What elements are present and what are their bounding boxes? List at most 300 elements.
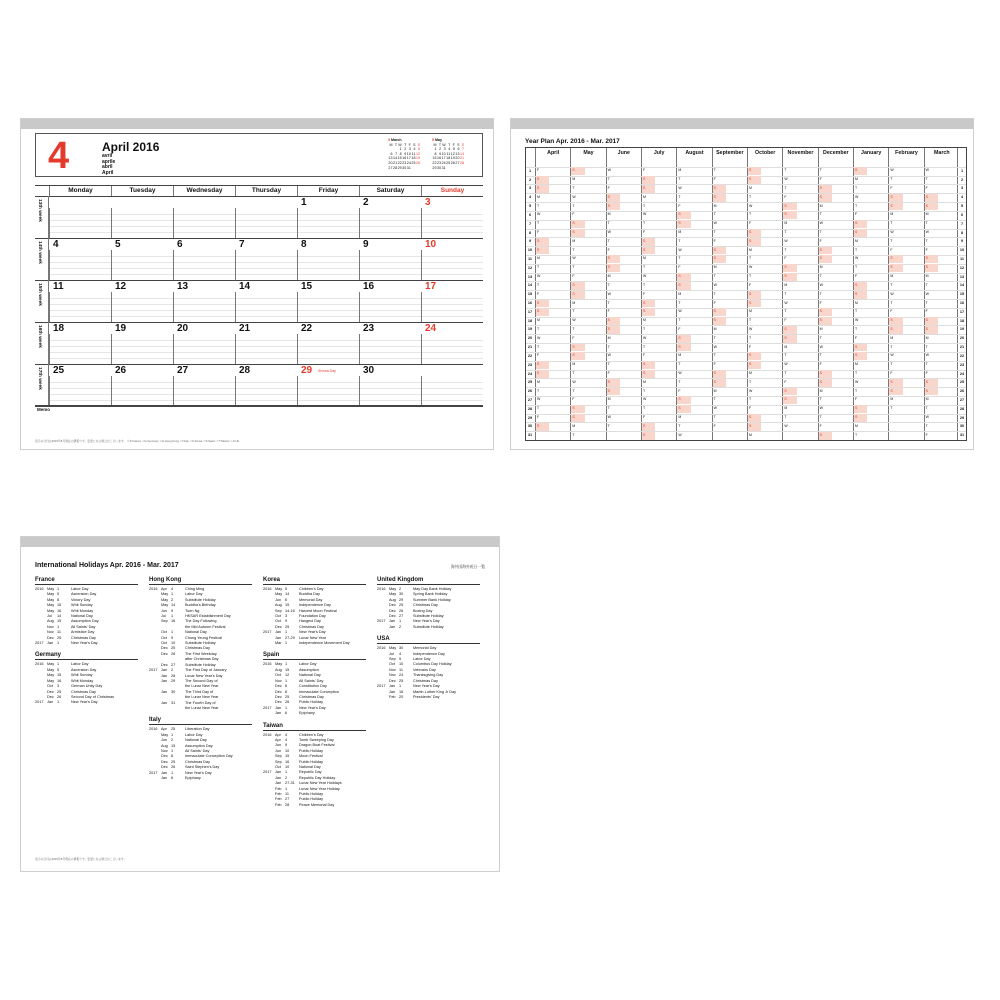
day-cell[interactable]: S — [783, 264, 796, 272]
day-cell[interactable]: S — [713, 194, 726, 202]
day-cell[interactable]: M — [537, 379, 540, 384]
day-cell[interactable]: T — [607, 300, 610, 305]
day-cell[interactable]: M — [925, 274, 929, 279]
day-cell[interactable] — [49, 365, 111, 406]
day-cell[interactable]: W — [607, 168, 611, 173]
day-cell[interactable]: M — [678, 168, 682, 173]
day-cell[interactable]: T — [890, 362, 893, 367]
day-cell[interactable]: S — [642, 423, 655, 431]
day-cell[interactable]: F — [784, 194, 787, 199]
day-cell[interactable]: M — [713, 203, 717, 208]
day-cell[interactable]: S — [607, 255, 620, 263]
day-cell[interactable]: T — [749, 397, 752, 402]
day-cell[interactable]: W — [713, 221, 717, 226]
day-cell[interactable]: S — [889, 317, 902, 325]
day-cell[interactable]: F — [925, 432, 928, 437]
day-cell[interactable]: T — [643, 221, 646, 226]
day-cell[interactable]: W — [572, 194, 576, 199]
day-cell[interactable]: F — [749, 406, 752, 411]
day-cell[interactable]: S — [925, 264, 938, 272]
day-cell[interactable]: S — [713, 185, 726, 193]
day-cell[interactable] — [359, 365, 421, 406]
day-cell[interactable] — [297, 323, 359, 364]
day-cell[interactable]: T — [537, 326, 540, 331]
day-cell[interactable]: T — [713, 291, 716, 296]
day-cell[interactable]: W — [784, 238, 788, 243]
day-cell[interactable]: S — [677, 282, 690, 290]
day-cell[interactable]: F — [607, 185, 610, 190]
day-cell[interactable]: W — [572, 318, 576, 323]
day-cell[interactable]: M — [925, 212, 929, 217]
day-cell[interactable]: F — [819, 177, 822, 182]
day-cell[interactable]: W — [537, 212, 541, 217]
day-cell[interactable]: T — [784, 247, 787, 252]
day-cell[interactable]: S — [536, 300, 549, 308]
day-cell[interactable]: S — [819, 432, 832, 440]
day-cell[interactable] — [421, 197, 483, 238]
day-cell[interactable]: W — [537, 397, 541, 402]
day-cell[interactable]: W — [643, 335, 647, 340]
day-cell[interactable]: F — [819, 238, 822, 243]
day-cell[interactable]: S — [642, 185, 655, 193]
day-cell[interactable]: W — [643, 212, 647, 217]
day-cell[interactable]: T — [819, 212, 822, 217]
day-cell[interactable]: T — [890, 221, 893, 226]
day-cell[interactable] — [173, 239, 235, 280]
day-cell[interactable]: W — [749, 203, 753, 208]
day-cell[interactable]: W — [925, 415, 929, 420]
day-cell[interactable]: W — [925, 353, 929, 358]
day-cell[interactable]: M — [749, 309, 752, 314]
day-cell[interactable]: T — [890, 406, 893, 411]
day-cell[interactable]: F — [537, 230, 540, 234]
day-cell[interactable]: M — [784, 406, 788, 411]
day-cell[interactable]: M — [749, 185, 752, 190]
day-cell[interactable]: M — [890, 212, 894, 217]
day-cell[interactable]: T — [749, 379, 752, 384]
day-cell[interactable]: S — [889, 203, 902, 211]
day-cell[interactable]: W — [925, 230, 929, 234]
day-cell[interactable]: W — [572, 379, 576, 384]
day-cell[interactable] — [297, 365, 359, 406]
day-cell[interactable]: M — [890, 274, 894, 279]
day-cell[interactable]: F — [607, 371, 610, 375]
day-cell[interactable]: T — [890, 344, 893, 349]
day-cell[interactable]: W — [537, 274, 541, 279]
day-cell[interactable]: M — [572, 423, 576, 428]
day-cell[interactable] — [111, 365, 173, 406]
day-cell[interactable]: T — [572, 309, 575, 314]
day-cell[interactable]: F — [607, 247, 610, 252]
day-cell[interactable] — [297, 239, 359, 280]
day-cell[interactable]: W — [678, 432, 682, 437]
day-cell[interactable]: S — [889, 388, 902, 396]
day-cell[interactable]: M — [607, 212, 611, 217]
day-cell[interactable]: F — [572, 274, 575, 279]
day-cell[interactable]: S — [713, 317, 726, 325]
day-cell[interactable]: S — [571, 352, 584, 360]
day-cell[interactable]: S — [748, 167, 761, 175]
day-cell[interactable]: S — [889, 379, 902, 387]
day-cell[interactable]: S — [783, 326, 796, 334]
day-cell[interactable]: S — [889, 255, 902, 263]
day-cell[interactable]: T — [925, 300, 928, 305]
day-cell[interactable] — [111, 239, 173, 280]
day-cell[interactable]: T — [784, 415, 787, 420]
day-cell[interactable]: M — [890, 397, 894, 402]
day-cell[interactable]: T — [537, 282, 540, 287]
day-cell[interactable]: F — [890, 185, 893, 190]
day-cell[interactable]: M — [572, 238, 576, 243]
day-cell[interactable]: S — [819, 379, 832, 387]
day-cell[interactable] — [359, 197, 421, 238]
day-cell[interactable]: S — [536, 176, 549, 184]
day-cell[interactable]: F — [819, 362, 822, 367]
day-cell[interactable]: M — [572, 362, 576, 367]
day-cell[interactable]: F — [713, 300, 716, 305]
day-cell[interactable]: T — [713, 168, 716, 173]
day-cell[interactable]: S — [642, 361, 655, 369]
day-cell[interactable]: W — [537, 335, 541, 340]
day-cell[interactable]: T — [925, 344, 928, 349]
day-cell[interactable] — [235, 208, 297, 238]
day-cell[interactable]: W — [855, 379, 859, 384]
day-cell[interactable]: T — [678, 194, 681, 199]
day-cell[interactable]: T — [607, 423, 610, 428]
memo-area[interactable] — [35, 405, 483, 438]
day-cell[interactable]: T — [784, 353, 787, 358]
day-cell[interactable]: T — [537, 265, 540, 270]
day-cell[interactable]: T — [537, 388, 540, 393]
day-cell[interactable]: S — [783, 388, 796, 396]
day-cell[interactable]: S — [783, 335, 796, 343]
day-cell[interactable]: T — [784, 230, 787, 234]
day-cell[interactable]: T — [925, 362, 928, 367]
day-cell[interactable] — [235, 365, 297, 406]
day-cell[interactable]: F — [819, 300, 822, 305]
day-cell[interactable]: S — [819, 247, 832, 255]
day-cell[interactable] — [111, 281, 173, 322]
day-cell[interactable]: T — [643, 265, 646, 270]
day-cell[interactable]: T — [925, 282, 928, 287]
day-cell[interactable]: T — [572, 432, 575, 437]
day-cell[interactable] — [111, 208, 173, 238]
day-cell[interactable]: W — [855, 318, 859, 323]
day-cell[interactable]: T — [855, 265, 858, 270]
day-cell[interactable]: T — [749, 212, 752, 217]
day-cell[interactable]: T — [537, 221, 540, 226]
day-cell[interactable]: T — [713, 353, 716, 358]
day-cell[interactable]: T — [890, 282, 893, 287]
day-cell[interactable] — [235, 239, 297, 280]
day-cell[interactable]: S — [925, 326, 938, 334]
day-cell[interactable]: T — [607, 406, 610, 411]
day-cell[interactable]: W — [925, 291, 929, 296]
day-cell[interactable]: S — [854, 282, 867, 290]
day-cell[interactable]: T — [643, 203, 646, 208]
day-cell[interactable]: W — [784, 362, 788, 367]
day-cell[interactable]: T — [607, 362, 610, 367]
day-cell[interactable]: S — [854, 167, 867, 175]
day-cell[interactable]: T — [890, 238, 893, 243]
day-cell[interactable]: F — [678, 388, 681, 393]
day-cell[interactable]: W — [713, 406, 717, 411]
day-cell[interactable]: S — [819, 194, 832, 202]
day-cell[interactable]: T — [643, 406, 646, 411]
day-cell[interactable]: M — [749, 247, 752, 252]
day-cell[interactable]: T — [572, 203, 575, 208]
day-cell[interactable]: M — [643, 194, 646, 199]
day-cell[interactable]: F — [643, 168, 646, 173]
day-cell[interactable]: S — [536, 308, 549, 316]
day-cell[interactable]: T — [819, 274, 822, 279]
day-cell[interactable]: T — [607, 221, 610, 226]
day-cell[interactable]: T — [713, 212, 716, 217]
day-cell[interactable]: M — [855, 423, 858, 428]
day-cell[interactable]: S — [571, 291, 584, 299]
day-cell[interactable]: S — [642, 247, 655, 255]
day-cell[interactable]: F — [890, 309, 893, 314]
day-cell[interactable]: W — [607, 230, 611, 234]
day-cell[interactable]: W — [572, 256, 576, 261]
day-cell[interactable]: W — [643, 274, 647, 279]
day-cell[interactable]: S — [783, 203, 796, 211]
day-cell[interactable] — [173, 281, 235, 322]
day-cell[interactable]: S — [713, 370, 726, 378]
day-cell[interactable]: M — [713, 265, 717, 270]
day-cell[interactable]: S — [889, 194, 902, 202]
day-cell[interactable]: T — [678, 423, 681, 428]
day-cell[interactable]: S — [748, 176, 761, 184]
day-cell[interactable] — [49, 281, 111, 322]
day-cell[interactable]: W — [784, 300, 788, 305]
day-cell[interactable]: M — [607, 335, 611, 340]
day-cell[interactable]: S — [571, 229, 584, 237]
day-cell[interactable]: T — [784, 185, 787, 190]
day-cell[interactable] — [359, 239, 421, 280]
day-cell[interactable]: W — [855, 256, 859, 261]
day-cell[interactable]: S — [819, 317, 832, 325]
day-cell[interactable]: S — [677, 405, 690, 413]
day-cell[interactable]: T — [572, 247, 575, 252]
day-cell[interactable]: S — [854, 344, 867, 352]
day-cell[interactable]: F — [678, 326, 681, 331]
day-cell[interactable]: F — [890, 371, 893, 375]
day-cell[interactable]: S — [677, 273, 690, 281]
day-cell[interactable]: W — [819, 344, 823, 349]
day-cell[interactable]: M — [678, 415, 682, 420]
day-cell[interactable]: T — [643, 344, 646, 349]
day-cell[interactable]: S — [536, 423, 549, 431]
day-cell[interactable]: M — [643, 318, 646, 323]
day-cell[interactable]: W — [678, 371, 682, 375]
day-cell[interactable]: T — [819, 353, 822, 358]
day-cell[interactable]: S — [748, 414, 761, 422]
day-cell[interactable] — [173, 365, 235, 406]
day-cell[interactable]: F — [749, 344, 752, 349]
day-cell[interactable]: S — [536, 370, 549, 378]
day-cell[interactable]: W — [607, 291, 611, 296]
day-cell[interactable]: T — [925, 423, 928, 428]
day-cell[interactable]: M — [572, 300, 576, 305]
day-cell[interactable]: T — [643, 326, 646, 331]
day-cell[interactable]: S — [571, 344, 584, 352]
day-cell[interactable]: F — [643, 291, 646, 296]
day-cell[interactable]: W — [678, 185, 682, 190]
day-cell[interactable]: W — [607, 353, 611, 358]
day-cell[interactable]: S — [642, 238, 655, 246]
day-cell[interactable]: M — [855, 362, 858, 367]
day-cell[interactable]: S — [571, 405, 584, 413]
day-cell[interactable]: F — [749, 221, 752, 226]
day-cell[interactable]: S — [854, 352, 867, 360]
day-cell[interactable]: T — [855, 309, 858, 314]
day-cell[interactable]: S — [677, 220, 690, 228]
day-cell[interactable]: T — [819, 415, 822, 420]
day-cell[interactable]: M — [784, 282, 788, 287]
day-cell[interactable]: W — [925, 168, 929, 173]
day-cell[interactable]: T — [713, 335, 716, 340]
day-cell[interactable]: W — [784, 177, 788, 182]
day-cell[interactable]: T — [713, 397, 716, 402]
day-cell[interactable]: W — [819, 221, 823, 226]
day-cell[interactable]: M — [678, 353, 682, 358]
day-cell[interactable]: F — [537, 415, 540, 420]
day-cell[interactable] — [111, 323, 173, 364]
day-cell[interactable]: M — [678, 230, 682, 234]
day-cell[interactable]: F — [572, 212, 575, 217]
day-cell[interactable]: S — [819, 255, 832, 263]
day-cell[interactable]: W — [749, 388, 753, 393]
day-cell[interactable]: M — [537, 256, 540, 261]
day-cell[interactable]: M — [537, 318, 540, 323]
day-cell[interactable] — [421, 239, 483, 280]
day-cell[interactable]: S — [607, 388, 620, 396]
day-cell[interactable]: T — [572, 185, 575, 190]
day-cell[interactable]: F — [537, 353, 540, 358]
day-cell[interactable]: T — [925, 221, 928, 226]
day-cell[interactable]: F — [572, 335, 575, 340]
day-cell[interactable]: T — [749, 274, 752, 279]
day-cell[interactable]: S — [854, 229, 867, 237]
day-cell[interactable]: M — [855, 300, 858, 305]
day-cell[interactable]: T — [537, 406, 540, 411]
day-cell[interactable]: S — [748, 300, 761, 308]
day-cell[interactable]: T — [607, 282, 610, 287]
day-cell[interactable]: W — [890, 291, 894, 296]
day-cell[interactable]: M — [784, 221, 788, 226]
day-cell[interactable]: T — [678, 238, 681, 243]
day-cell[interactable]: F — [890, 247, 893, 252]
day-cell[interactable]: S — [607, 317, 620, 325]
day-cell[interactable]: S — [713, 308, 726, 316]
day-cell[interactable]: M — [819, 388, 823, 393]
day-cell[interactable]: W — [819, 282, 823, 287]
day-cell[interactable]: T — [819, 397, 822, 402]
day-cell[interactable]: W — [890, 230, 894, 234]
day-cell[interactable]: T — [607, 238, 610, 243]
day-cell[interactable]: M — [925, 397, 929, 402]
day-cell[interactable]: S — [607, 379, 620, 387]
day-cell[interactable]: T — [537, 344, 540, 349]
day-cell[interactable]: T — [678, 362, 681, 367]
day-cell[interactable]: M — [819, 203, 823, 208]
day-cell[interactable]: T — [749, 256, 752, 261]
day-cell[interactable] — [235, 323, 297, 364]
day-cell[interactable]: S — [642, 300, 655, 308]
day-cell[interactable]: S — [748, 352, 761, 360]
day-cell[interactable]: M — [643, 256, 646, 261]
day-cell[interactable]: S — [713, 379, 726, 387]
day-cell[interactable]: S — [925, 388, 938, 396]
day-cell[interactable]: T — [819, 168, 822, 173]
day-cell[interactable]: W — [713, 344, 717, 349]
day-cell[interactable]: S — [536, 185, 549, 193]
day-cell[interactable]: T — [890, 177, 893, 182]
day-cell[interactable]: W — [819, 406, 823, 411]
day-cell[interactable] — [297, 197, 359, 238]
day-cell[interactable]: S — [819, 308, 832, 316]
day-cell[interactable]: S — [607, 203, 620, 211]
day-cell[interactable]: T — [855, 371, 858, 375]
day-cell[interactable]: T — [855, 203, 858, 208]
day-cell[interactable]: S — [677, 396, 690, 404]
day-cell[interactable] — [359, 281, 421, 322]
day-cell[interactable]: T — [713, 230, 716, 234]
day-cell[interactable]: S — [642, 432, 655, 440]
day-cell[interactable]: F — [784, 256, 787, 261]
day-cell[interactable]: F — [713, 177, 716, 182]
day-cell[interactable]: S — [748, 229, 761, 237]
day-cell[interactable]: T — [855, 247, 858, 252]
day-cell[interactable]: F — [607, 309, 610, 314]
day-cell[interactable] — [49, 208, 111, 238]
day-cell[interactable]: W — [749, 265, 753, 270]
day-cell[interactable]: S — [571, 220, 584, 228]
day-cell[interactable]: S — [819, 370, 832, 378]
day-cell[interactable]: T — [890, 300, 893, 305]
day-cell[interactable]: S — [925, 379, 938, 387]
day-cell[interactable]: S — [536, 361, 549, 369]
day-cell[interactable]: T — [855, 388, 858, 393]
day-cell[interactable]: T — [678, 256, 681, 261]
day-cell[interactable]: T — [607, 344, 610, 349]
day-cell[interactable]: M — [925, 335, 929, 340]
day-cell[interactable]: F — [749, 282, 752, 287]
day-cell[interactable]: T — [855, 185, 858, 190]
day-cell[interactable]: S — [854, 291, 867, 299]
day-cell[interactable]: W — [607, 415, 611, 420]
day-cell[interactable]: S — [536, 247, 549, 255]
day-cell[interactable]: S — [783, 211, 796, 219]
day-cell[interactable]: M — [607, 274, 611, 279]
day-cell[interactable]: M — [572, 177, 576, 182]
day-cell[interactable]: T — [643, 282, 646, 287]
day-cell[interactable]: S — [748, 238, 761, 246]
day-cell[interactable]: F — [784, 318, 787, 323]
day-cell[interactable]: F — [925, 371, 928, 375]
day-cell[interactable]: M — [713, 388, 717, 393]
day-cell[interactable]: M — [643, 379, 646, 384]
day-cell[interactable]: S — [677, 335, 690, 343]
day-cell[interactable]: T — [572, 265, 575, 270]
day-cell[interactable]: S — [748, 291, 761, 299]
day-cell[interactable]: F — [643, 415, 646, 420]
day-cell[interactable]: M — [713, 326, 717, 331]
day-cell[interactable]: T — [643, 388, 646, 393]
day-cell[interactable]: F — [537, 168, 540, 173]
day-cell[interactable]: F — [925, 309, 928, 314]
